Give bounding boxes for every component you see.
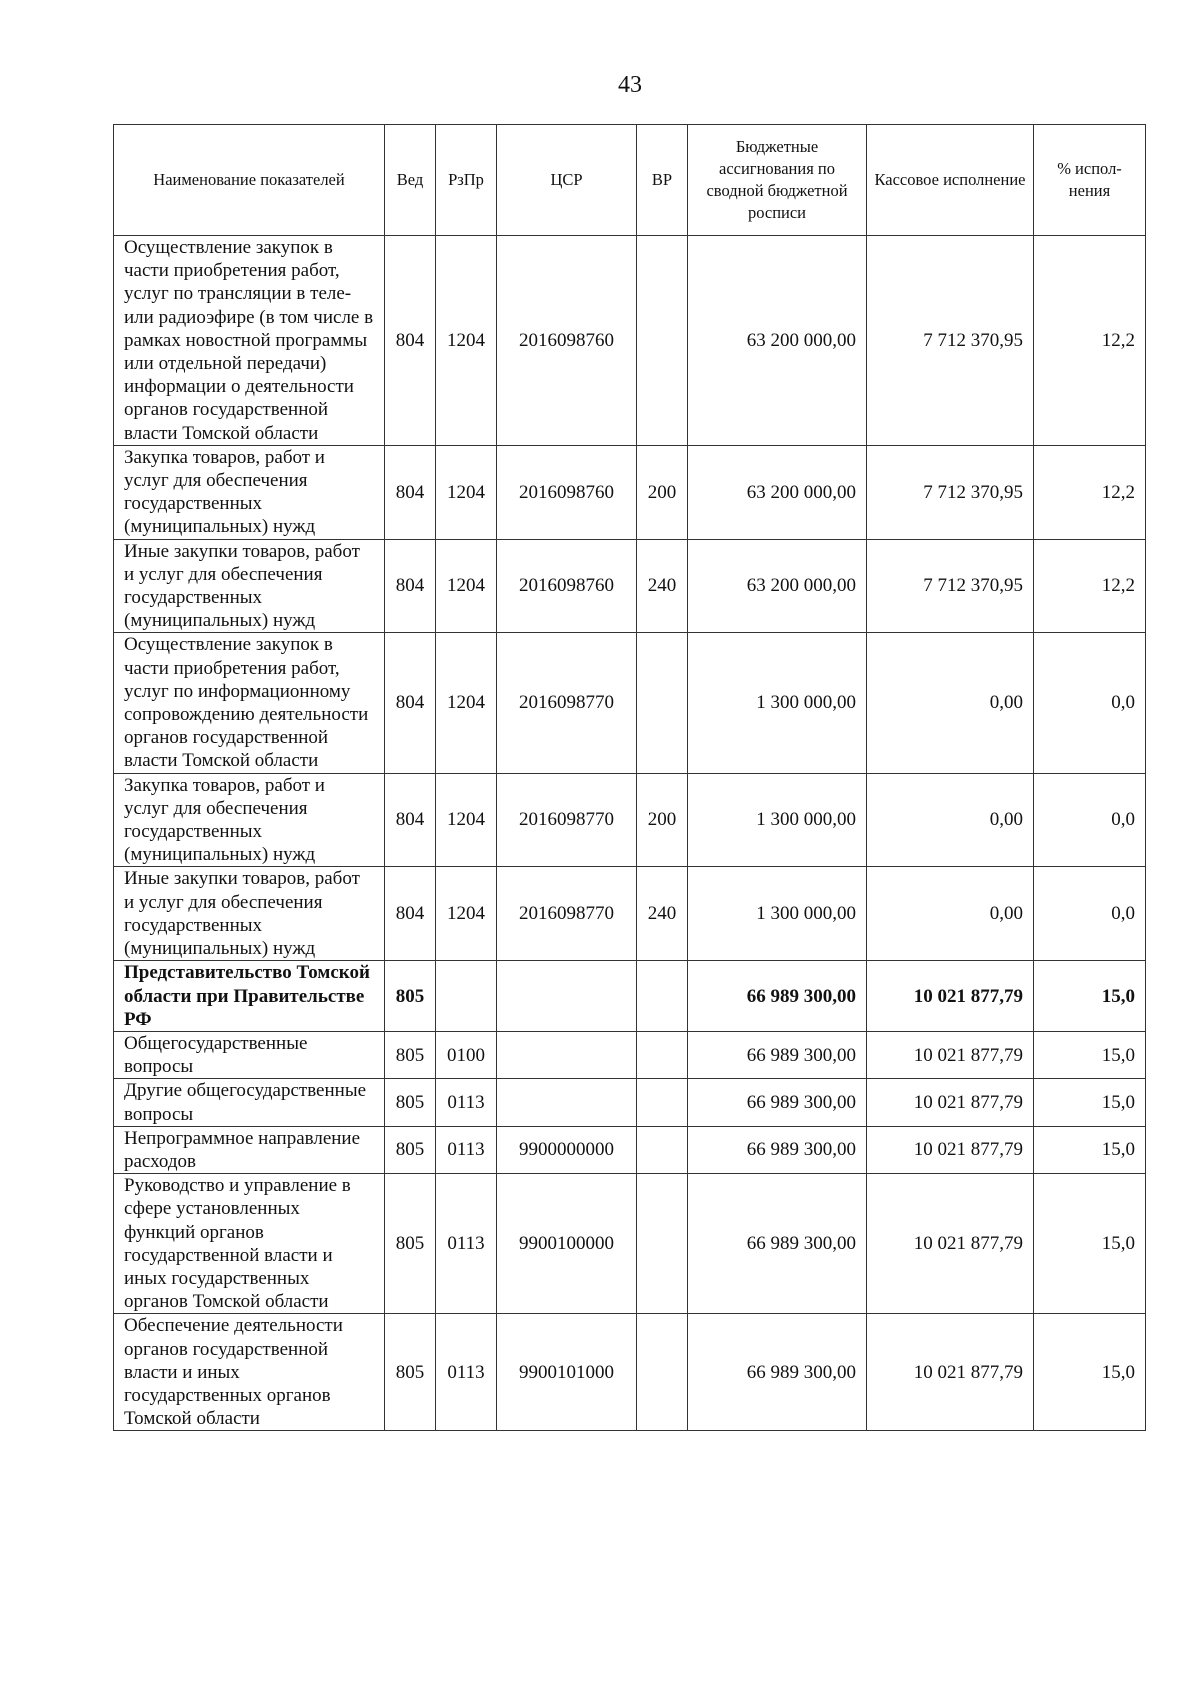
cell-csr: 2016098770 [497, 773, 637, 867]
cell-execution: 10 021 877,79 [867, 1126, 1034, 1173]
cell-ved: 805 [385, 1314, 436, 1431]
cell-ved: 805 [385, 1174, 436, 1314]
cell-ved: 804 [385, 445, 436, 539]
cell-execution: 7 712 370,95 [867, 539, 1034, 633]
cell-vr: 240 [637, 867, 688, 961]
cell-ved: 804 [385, 539, 436, 633]
cell-csr [497, 961, 637, 1032]
cell-indicator-name: Другие общегосударственные вопросы [114, 1079, 385, 1126]
cell-percent: 12,2 [1034, 539, 1146, 633]
table-row [114, 539, 1146, 633]
cell-execution: 10 021 877,79 [867, 961, 1034, 1032]
cell-csr: 2016098760 [497, 236, 637, 446]
table-header-row [114, 125, 1146, 236]
cell-budget: 1 300 000,00 [688, 867, 867, 961]
header-budget-allocations: Бюджетные ассигнования по сводной бюджетной росписи [688, 125, 867, 236]
cell-rzpr: 0113 [436, 1126, 497, 1173]
cell-rzpr [436, 961, 497, 1032]
cell-budget: 1 300 000,00 [688, 773, 867, 867]
cell-indicator-name: Осуществление закупок в части приобретения работ, услуг по трансляции в теле- или радиоэфире (в том числе в рамках новостной программы или отдельной передачи) информации о деятельности органов государственной власти Томской области [114, 236, 385, 446]
cell-csr: 2016098760 [497, 539, 637, 633]
header-vr: ВР [637, 125, 688, 236]
cell-indicator-name: Представительство Томской области при Правительстве РФ [114, 961, 385, 1032]
cell-vr [637, 633, 688, 773]
cell-execution: 10 021 877,79 [867, 1174, 1034, 1314]
cell-ved: 805 [385, 1126, 436, 1173]
cell-csr: 9900100000 [497, 1174, 637, 1314]
cell-csr: 2016098770 [497, 633, 637, 773]
cell-budget: 66 989 300,00 [688, 1031, 867, 1078]
cell-execution: 10 021 877,79 [867, 1079, 1034, 1126]
cell-vr [637, 1174, 688, 1314]
cell-indicator-name: Осуществление закупок в части приобретения работ, услуг по информационному сопровождению деятельности органов государственной власти Томской области [114, 633, 385, 773]
cell-rzpr: 1204 [436, 773, 497, 867]
cell-percent: 0,0 [1034, 633, 1146, 773]
cell-budget: 66 989 300,00 [688, 961, 867, 1032]
table-row [114, 445, 1146, 539]
cell-rzpr: 1204 [436, 539, 497, 633]
table-row-section-total [114, 961, 1146, 1032]
cell-indicator-name: Иные закупки товаров, работ и услуг для обеспечения государственных (муниципальных) нужд [114, 539, 385, 633]
cell-ved: 804 [385, 633, 436, 773]
cell-execution: 10 021 877,79 [867, 1031, 1034, 1078]
cell-csr [497, 1031, 637, 1078]
cell-indicator-name: Закупка товаров, работ и услуг для обеспечения государственных (муниципальных) нужд [114, 773, 385, 867]
table-row [114, 236, 1146, 446]
cell-vr [637, 1314, 688, 1431]
cell-budget: 66 989 300,00 [688, 1174, 867, 1314]
cell-budget: 63 200 000,00 [688, 539, 867, 633]
cell-vr: 200 [637, 445, 688, 539]
cell-ved: 804 [385, 236, 436, 446]
cell-percent: 15,0 [1034, 1126, 1146, 1173]
cell-percent: 12,2 [1034, 236, 1146, 446]
cell-percent: 15,0 [1034, 1314, 1146, 1431]
cell-rzpr: 0113 [436, 1079, 497, 1126]
cell-vr [637, 961, 688, 1032]
cell-indicator-name: Непрограммное направление расходов [114, 1126, 385, 1173]
table-row [114, 1174, 1146, 1314]
cell-vr [637, 236, 688, 446]
header-indicator-name: Наименование показателей [114, 125, 385, 236]
cell-csr: 2016098760 [497, 445, 637, 539]
cell-percent: 0,0 [1034, 773, 1146, 867]
cell-percent: 12,2 [1034, 445, 1146, 539]
cell-budget: 1 300 000,00 [688, 633, 867, 773]
cell-budget: 63 200 000,00 [688, 445, 867, 539]
cell-vr [637, 1126, 688, 1173]
cell-execution: 7 712 370,95 [867, 236, 1034, 446]
cell-indicator-name: Руководство и управление в сфере установленных функций органов государственной власти и иных государственных органов Томской области [114, 1174, 385, 1314]
cell-ved: 805 [385, 961, 436, 1032]
header-cash-execution: Кассовое исполнение [867, 125, 1034, 236]
cell-rzpr: 1204 [436, 867, 497, 961]
cell-vr [637, 1031, 688, 1078]
cell-percent: 0,0 [1034, 867, 1146, 961]
budget-execution-table [113, 124, 1146, 1431]
page-number: 43 [618, 72, 642, 98]
cell-execution: 0,00 [867, 867, 1034, 961]
table-row [114, 1126, 1146, 1173]
header-ved: Вед [385, 125, 436, 236]
cell-budget: 66 989 300,00 [688, 1314, 867, 1431]
cell-rzpr: 0113 [436, 1314, 497, 1431]
cell-csr [497, 1079, 637, 1126]
cell-percent: 15,0 [1034, 1174, 1146, 1314]
cell-percent: 15,0 [1034, 1079, 1146, 1126]
cell-rzpr: 1204 [436, 445, 497, 539]
header-csr: ЦСР [497, 125, 637, 236]
header-rzpr: РзПр [436, 125, 497, 236]
cell-execution: 7 712 370,95 [867, 445, 1034, 539]
cell-execution: 0,00 [867, 773, 1034, 867]
table-row [114, 867, 1146, 961]
header-execution-percent: % испол-нения [1034, 125, 1146, 236]
cell-indicator-name: Иные закупки товаров, работ и услуг для обеспечения государственных (муниципальных) нужд [114, 867, 385, 961]
table-row [114, 1314, 1146, 1431]
cell-ved: 804 [385, 867, 436, 961]
table-row [114, 773, 1146, 867]
cell-execution: 0,00 [867, 633, 1034, 773]
cell-vr [637, 1079, 688, 1126]
cell-vr: 240 [637, 539, 688, 633]
cell-budget: 66 989 300,00 [688, 1079, 867, 1126]
cell-rzpr: 0113 [436, 1174, 497, 1314]
table-row [114, 633, 1146, 773]
cell-csr: 9900101000 [497, 1314, 637, 1431]
cell-rzpr: 1204 [436, 633, 497, 773]
cell-budget: 66 989 300,00 [688, 1126, 867, 1173]
cell-indicator-name: Общегосударственные вопросы [114, 1031, 385, 1078]
cell-execution: 10 021 877,79 [867, 1314, 1034, 1431]
cell-vr: 200 [637, 773, 688, 867]
cell-ved: 805 [385, 1031, 436, 1078]
cell-percent: 15,0 [1034, 1031, 1146, 1078]
cell-csr: 9900000000 [497, 1126, 637, 1173]
cell-indicator-name: Обеспечение деятельности органов государственной власти и иных государственных органов Томской области [114, 1314, 385, 1431]
cell-ved: 805 [385, 1079, 436, 1126]
cell-rzpr: 0100 [436, 1031, 497, 1078]
cell-indicator-name: Закупка товаров, работ и услуг для обеспечения государственных (муниципальных) нужд [114, 445, 385, 539]
cell-percent: 15,0 [1034, 961, 1146, 1032]
cell-rzpr: 1204 [436, 236, 497, 446]
table-row [114, 1031, 1146, 1078]
cell-ved: 804 [385, 773, 436, 867]
cell-csr: 2016098770 [497, 867, 637, 961]
cell-budget: 63 200 000,00 [688, 236, 867, 446]
table-row [114, 1079, 1146, 1126]
